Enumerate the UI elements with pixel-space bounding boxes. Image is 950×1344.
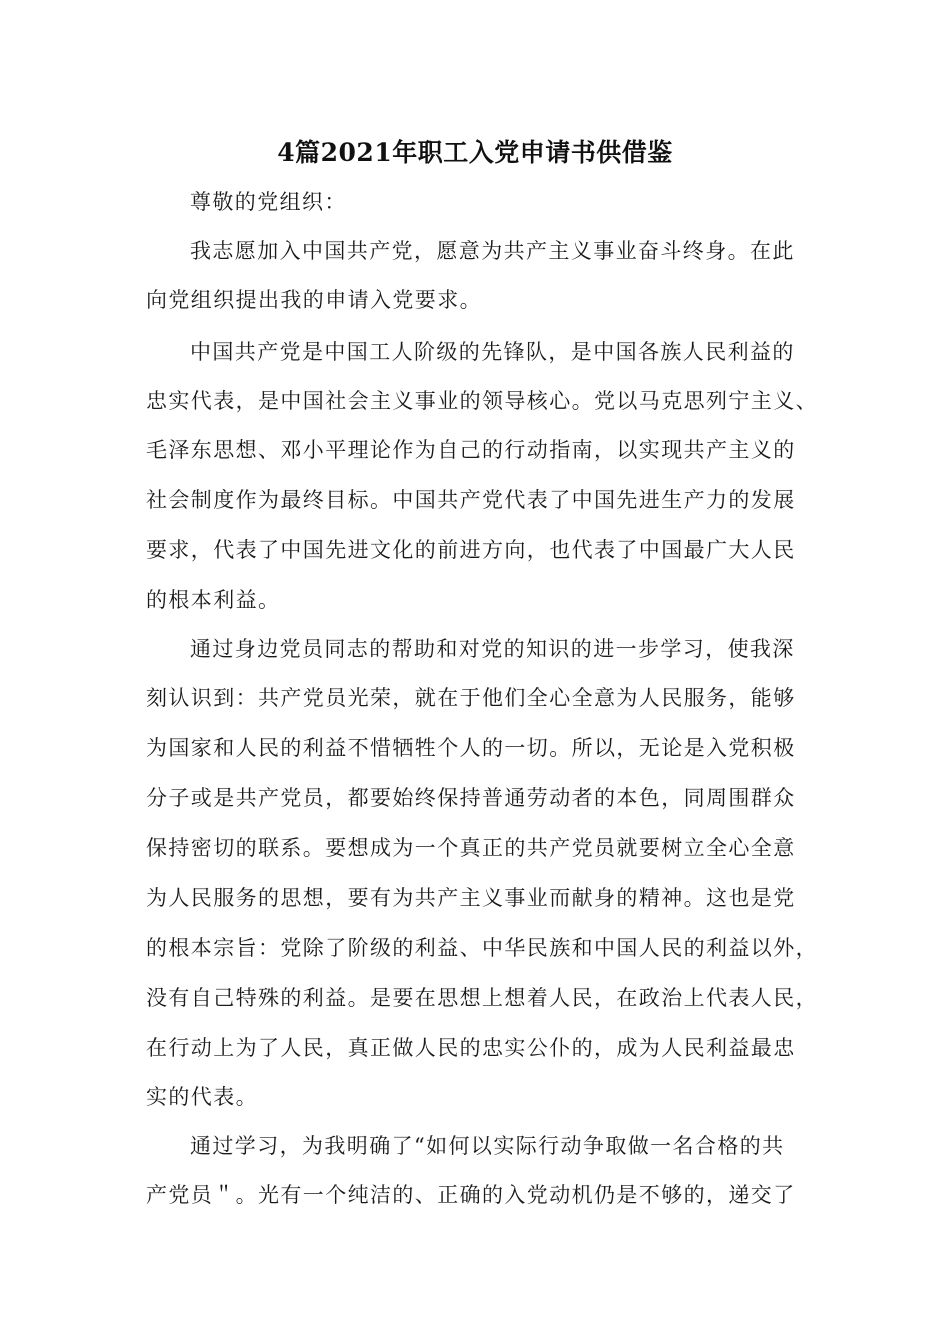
salutation: 尊敬的党组织： bbox=[190, 190, 347, 214]
body-line: 通过身边党员同志的帮助和对党的知识的进一步学习，使我深 bbox=[190, 637, 795, 661]
body-line: 保持密切的联系。要想成为一个真正的共产党员就要树立全心全意 bbox=[146, 836, 796, 860]
body-line: 在行动上为了人民，真正做人民的忠实公仆的，成为人民利益最忠 bbox=[146, 1036, 796, 1060]
body-line: 没有自己特殊的利益。是要在思想上想着人民，在政治上代表人民， bbox=[146, 986, 818, 1010]
body-line: 毛泽东思想、邓小平理论作为自己的行动指南，以实现共产主义的 bbox=[146, 438, 796, 462]
body-line: 中国共产党是中国工人阶级的先锋队，是中国各族人民利益的 bbox=[190, 340, 795, 364]
body-line: 社会制度作为最终目标。中国共产党代表了中国先进生产力的发展 bbox=[146, 488, 796, 512]
body-line: 向党组织提出我的申请入党要求。 bbox=[146, 288, 482, 312]
body-line: 我志愿加入中国共产党，愿意为共产主义事业奋斗终身。在此 bbox=[190, 239, 795, 263]
body-line: 产党员＂。光有一个纯洁的、正确的入党动机仍是不够的，递交了 bbox=[146, 1183, 796, 1207]
body-line: 要求，代表了中国先进文化的前进方向，也代表了中国最广大人民 bbox=[146, 538, 796, 562]
body-line: 的根本利益。 bbox=[146, 588, 281, 612]
body-line: 的根本宗旨：党除了阶级的利益、中华民族和中国人民的利益以外， bbox=[146, 936, 818, 960]
body-line: 分子或是共产党员，都要始终保持普通劳动者的本色，同周围群众 bbox=[146, 786, 796, 810]
body-line: 刻认识到：共产党员光荣，就在于他们全心全意为人民服务，能够 bbox=[146, 686, 796, 710]
body-line: 实的代表。 bbox=[146, 1085, 258, 1109]
body-line: 为国家和人民的利益不惜牺牲个人的一切。所以，无论是入党积极 bbox=[146, 736, 796, 760]
body-line: 忠实代表，是中国社会主义事业的领导核心。党以马克思列宁主义、 bbox=[146, 389, 818, 413]
body-line: 为人民服务的思想，要有为共产主义事业而献身的精神。这也是党 bbox=[146, 886, 796, 910]
body-line: 通过学习，为我明确了“如何以实际行动争取做一名合格的共 bbox=[190, 1134, 785, 1158]
document-title: 4篇2021年职工入党申请书供借鉴 bbox=[277, 138, 673, 167]
